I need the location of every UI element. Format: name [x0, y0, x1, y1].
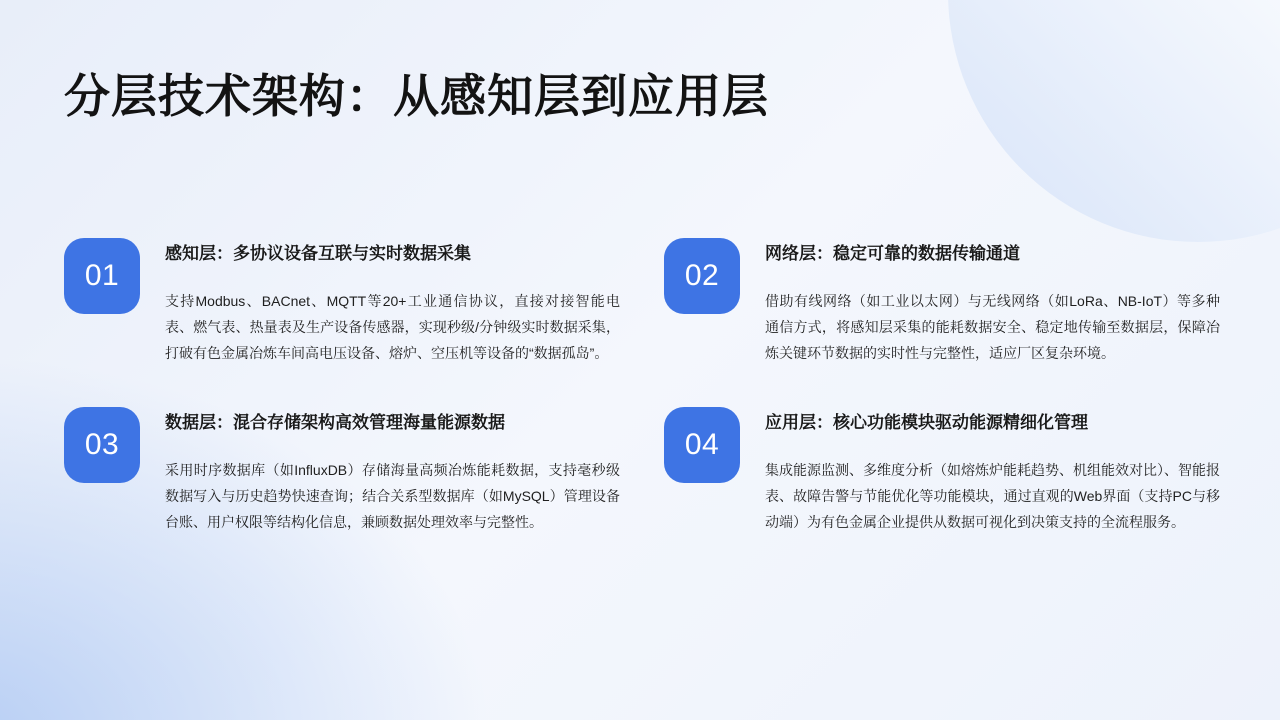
layer-heading-data: 数据层：混合存储架构高效管理海量能源数据: [165, 413, 505, 432]
layer-description-application: 集成能源监测、多维度分析（如熔炼炉能耗趋势、机组能效对比）、智能报表、故障告警与节能优化等功能模块，通过直观的Web界面（支持PC与移动端）为有色金属企业提供从数据可视化到决策支持的全流程服务。: [765, 462, 1220, 530]
layer-description-network: 借助有线网络（如工业以太网）与无线网络（如LoRa、NB-IoT）等多种通信方式，将感知层采集的能耗数据安全、稳定地传输至数据层，保障冶炼关键环节数据的实时性与完整性，适应厂区复杂环境。: [765, 293, 1220, 361]
corner-circle-decoration: [948, 0, 1280, 242]
layer-heading-perception: 感知层：多协议设备互联与实时数据采集: [165, 244, 471, 263]
layers-grid: [64, 238, 1220, 535]
layer-text-network: [765, 238, 1220, 366]
layer-description-perception: 支持Modbus、BACnet、MQTT等20+工业通信协议，直接对接智能电表、燃气表、热量表及生产设备传感器，实现秒级/分钟级实时数据采集，打破有色金属冶炼车间高电压设备、熔炉、空压机等设备的“数据孤岛”。: [165, 293, 620, 361]
layer-text-application: [765, 407, 1220, 535]
layer-heading-application: 应用层：核心功能模块驱动能源精细化管理: [765, 413, 1088, 432]
layer-text-data: [165, 407, 620, 535]
number-badge-01: 01: [64, 238, 140, 314]
number-badge-04: 04: [664, 407, 740, 483]
layer-item-application: [664, 407, 1220, 535]
layer-text-perception: [165, 238, 620, 366]
layer-item-data: [64, 407, 664, 535]
slide-title: 分层技术架构：从感知层到应用层: [64, 70, 769, 122]
number-badge-02: 02: [664, 238, 740, 314]
layer-item-perception: [64, 238, 664, 366]
layer-heading-network: 网络层：稳定可靠的数据传输通道: [765, 244, 1020, 263]
layer-description-data: 采用时序数据库（如InfluxDB）存储海量高频冶炼能耗数据，支持毫秒级数据写入与历史趋势快速查询；结合关系型数据库（如MySQL）管理设备台账、用户权限等结构化信息，兼顾数据处理效率与完整性。: [165, 462, 620, 530]
layer-item-network: [664, 238, 1220, 366]
number-badge-03: 03: [64, 407, 140, 483]
